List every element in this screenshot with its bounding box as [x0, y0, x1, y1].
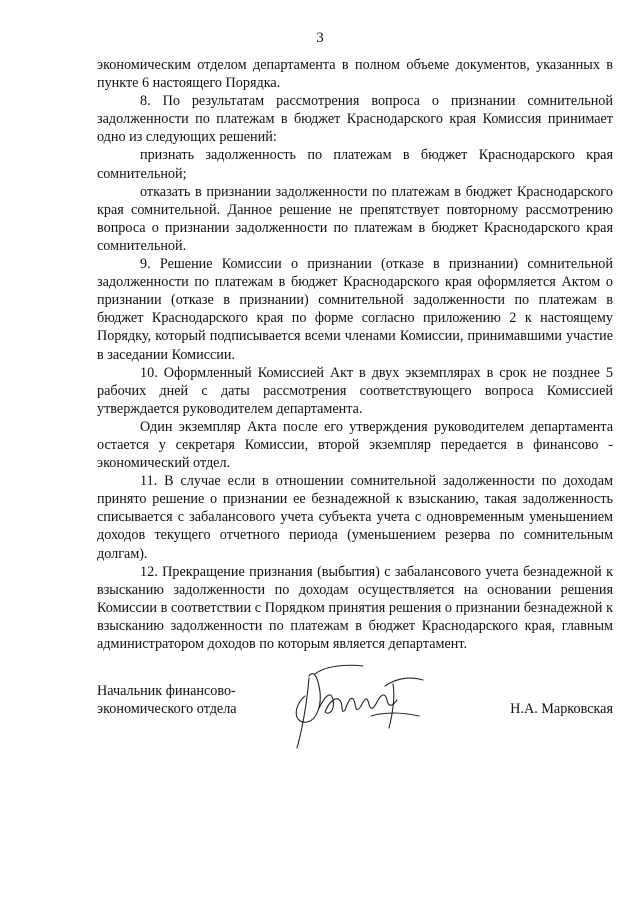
paragraph-continuation: экономическим отделом департамента в полном объеме документов, указанных в пункте 6 настоящего Порядка.: [97, 57, 613, 92]
signatory-title: [97, 682, 237, 718]
handwritten-signature: [285, 656, 435, 756]
signatory-title-line1: Начальник финансово-: [97, 683, 236, 699]
signatory-title-line2: экономического отдела: [97, 701, 237, 718]
document-body: [97, 56, 613, 653]
paragraph-decision-recognize: признать задолженность по платежам в бюджет Краснодарского края сомнительной;: [97, 147, 613, 182]
paragraph-item-11: 11. В случае если в отношении сомнительной задолженности по доходам принято решение о признании ее безнадежной к взысканию, такая задолженность списывается с забалансового учета субъекта учета с одновременным уменьшением доходов текущего отчетного периода (уменьшением резерва по сомнительным долгам).: [97, 473, 613, 562]
paragraph-item-10: 10. Оформленный Комиссией Акт в двух экземплярах в срок не позднее 5 рабочих дней с даты рассмотрения соответствующего вопроса Комиссией утверждается руководителем департамента.: [97, 364, 613, 417]
paragraph-item-8: 8. По результатам рассмотрения вопроса о признании сомнительной задолженности по платежам в бюджет Краснодарского края Комиссия принимает одно из следующих решений:: [97, 93, 613, 146]
signatory-name: Н.А. Марковская: [510, 701, 613, 717]
page-number: 3: [316, 30, 324, 46]
signature-block: [97, 656, 613, 756]
paragraph-act-copies: Один экземпляр Акта после его утверждения руководителем департамента остается у секретаря Комиссии, второй экземпляр передается в финансово - экономический отдел.: [97, 418, 613, 472]
paragraph-decision-refuse: отказать в признании задолженности по платежам в бюджет Краснодарского края сомнительной. Данное решение не препятствует повторному рассмотрению вопроса о признании задолженности по платежам в бюджет Краснодарского края сомнительной.: [97, 183, 613, 254]
paragraph-item-12: 12. Прекращение признания (выбытия) с забалансового учета безнадежной к взысканию задолженности по доходам осуществляется на основании решения Комиссии в соответствии с Порядком принятия решения о признании безнадежной к взысканию задолженности по платежам в бюджет Краснодарского края, главным администратором доходов по которым является департамент.: [97, 563, 613, 652]
paragraph-item-9: 9. Решение Комиссии о признании (отказе в признании) сомнительной задолженности по платежам в бюджет Краснодарского края оформляется Актом о признании (отказе в признании) сомнительной задолженности по платежам в бюджет Краснодарского края по форме согласно приложению 2 к настоящему Порядку, который подписывается всеми членами Комиссии, принимавшими участие в заседании Комиссии.: [97, 256, 613, 363]
